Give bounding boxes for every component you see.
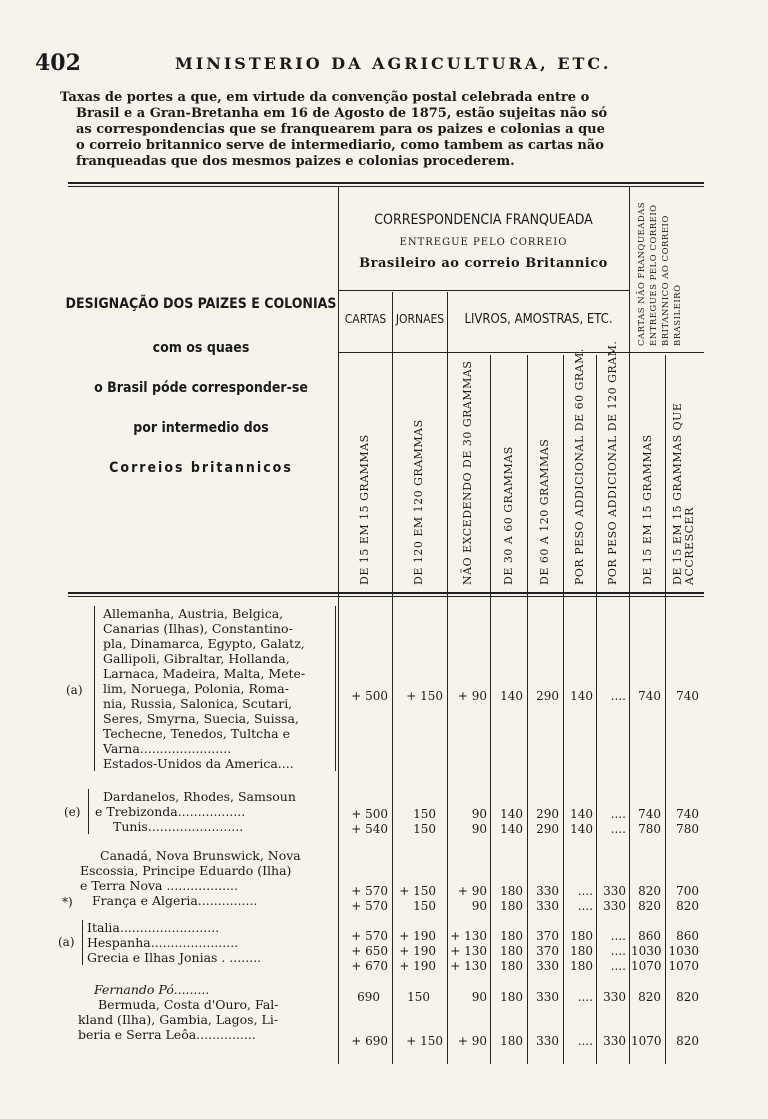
col-header: POR PESO ADDICIONAL DE 60 GRAM.	[573, 348, 586, 585]
rate-cell: + 540	[351, 822, 388, 836]
rate-cell: 690	[357, 990, 380, 1004]
rate-cell: 820	[676, 990, 699, 1004]
country-list	[94, 606, 336, 771]
rate-cell: 780	[638, 822, 661, 836]
country-line: Allemanha, Austria, Belgica,	[103, 606, 284, 621]
rate-cell: + 690	[351, 1034, 388, 1048]
rate-cell: ....	[577, 884, 593, 898]
rate-cell: + 150	[399, 884, 436, 898]
country-line: nia, Russia, Salonica, Scutari,	[103, 696, 293, 711]
group-header-franqueada-sub2: Brasileiro ao correio Britannico	[359, 256, 608, 271]
col-divider	[447, 292, 448, 1064]
rate-cell: + 500	[351, 689, 388, 703]
rate-cell: ....	[610, 822, 626, 836]
country-line: Canadá, Nova Brunswick, Nova	[100, 848, 301, 863]
rate-cell: 180	[500, 884, 523, 898]
rate-cell: 700	[676, 884, 699, 898]
country-line: Seres, Smyrna, Suecia, Suissa,	[103, 711, 299, 726]
col-header: DE 15 EM 15 GRAMMAS QUE ACCRESCER	[671, 402, 696, 585]
group-header-franqueada-sub: ENTREGUE PELO CORREIO	[399, 237, 568, 248]
col-header: DE 30 A 60 GRAMMAS	[502, 446, 515, 585]
rate-cell: 90	[471, 899, 487, 913]
header-bottom-rule	[68, 592, 704, 597]
running-title: MINISTERIO DA AGRICULTURA, ETC.	[175, 54, 612, 73]
rate-cell: ....	[610, 959, 626, 973]
rate-cell: 90	[471, 822, 487, 836]
subheader-jornaes: JORNAES	[395, 312, 445, 326]
rate-cell: 330	[603, 1034, 626, 1048]
col-header: DE 120 EM 120 GRAMMAS	[412, 419, 425, 585]
country-line: Dardanelos, Rhodes, Samsoun	[103, 789, 296, 804]
intro-paragraph	[60, 90, 708, 170]
rate-cell: 1070	[631, 959, 662, 973]
col-header: DE 15 EM 15 GRAMMAS	[358, 434, 371, 585]
rate-cell: + 90	[457, 1034, 487, 1048]
rate-cell: 330	[603, 899, 626, 913]
rate-cell: + 190	[399, 959, 436, 973]
intro-line: Taxas de portes a que, em virtude da convenção postal celebrada entre o	[60, 90, 590, 105]
rate-cell: 180	[570, 929, 593, 943]
col-divider	[490, 355, 491, 1064]
country-line: Varna.......................	[103, 741, 232, 756]
country-line: Larnaca, Madeira, Malta, Mete-	[103, 666, 306, 681]
country-line: e Trebizonda.................	[95, 804, 246, 819]
rate-cell: 290	[536, 807, 559, 821]
rate-cell: 330	[603, 884, 626, 898]
rate-cell: 820	[638, 990, 661, 1004]
rate-cell: ....	[610, 807, 626, 821]
rate-cell: 290	[536, 822, 559, 836]
rate-cell: 180	[570, 959, 593, 973]
rate-cell: 330	[536, 959, 559, 973]
country-line: Bermuda, Costa d'Ouro, Fal-	[98, 997, 279, 1012]
rate-cell: 330	[536, 884, 559, 898]
rate-cell: + 570	[351, 899, 388, 913]
col-divider	[563, 355, 564, 1064]
group-mark: (e)	[64, 805, 81, 819]
rate-cell: + 130	[450, 959, 487, 973]
rate-cell: 90	[471, 807, 487, 821]
rate-cell: 330	[603, 990, 626, 1004]
group-header-franqueada: CORRESPONDENCIA FRANQUEADA	[374, 212, 593, 228]
rate-cell: 180	[500, 990, 523, 1004]
rate-cell: 90	[471, 990, 487, 1004]
country-line: kland (Ilha), Gambia, Lagos, Li-	[78, 1012, 279, 1027]
rate-cell: + 130	[450, 944, 487, 958]
subheader-livros: LIVROS, AMOSTRAS, ETC.	[464, 312, 613, 327]
rate-cell: + 570	[351, 884, 388, 898]
rate-cell: 140	[570, 822, 593, 836]
col-divider	[629, 186, 630, 1064]
country-line: e Terra Nova ..................	[80, 878, 238, 893]
rate-cell: 740	[676, 689, 699, 703]
rate-cell: 820	[676, 1034, 699, 1048]
rate-cell: 180	[500, 959, 523, 973]
header-rule	[338, 352, 704, 353]
col-header: NÃO EXCEDENDO DE 30 GRAMMAS	[461, 360, 474, 585]
country-list	[78, 982, 332, 1042]
group-header-nao-franqueadas	[632, 188, 704, 348]
rate-cell: 1070	[631, 1034, 662, 1048]
rate-cell: 1030	[631, 944, 662, 958]
intro-line: Brasil e a Gran-Bretanha em 16 de Agosto de 1875, estão sujeitas não só	[76, 106, 608, 121]
rate-cell: 180	[500, 1034, 523, 1048]
rate-cell: ....	[610, 944, 626, 958]
rate-cell: 330	[536, 990, 559, 1004]
country-line: Tunis........................	[113, 819, 244, 834]
designation-header-line: Correios britannicos	[109, 460, 293, 476]
rate-cell: 860	[676, 929, 699, 943]
rate-cell: + 500	[351, 807, 388, 821]
rate-cell: 370	[536, 929, 559, 943]
header-rule	[338, 290, 629, 291]
rate-cell: 150	[407, 990, 430, 1004]
country-line: Estados-Unidos da America....	[103, 756, 294, 771]
rate-cell: 820	[638, 884, 661, 898]
page-number: 402	[35, 50, 81, 76]
country-line: Grecia e Ilhas Jonias . ........	[87, 950, 262, 965]
country-line: beria e Serra Leôa...............	[78, 1027, 256, 1042]
country-line: Techecne, Tenedos, Tultcha e	[103, 726, 290, 741]
rate-cell: 1030	[668, 944, 699, 958]
rate-cell: + 90	[457, 884, 487, 898]
rate-cell: 290	[536, 689, 559, 703]
group-mark: (a)	[66, 683, 83, 697]
col-divider	[665, 355, 666, 1064]
rate-cell: ....	[610, 689, 626, 703]
country-line: França e Algeria...............	[92, 893, 258, 908]
rate-cell: + 670	[351, 959, 388, 973]
rate-cell: 140	[500, 689, 523, 703]
col-divider	[596, 355, 597, 1064]
rate-cell: 180	[500, 944, 523, 958]
rate-cell: + 90	[457, 689, 487, 703]
country-line: Hespanha......................	[87, 935, 239, 950]
country-list	[88, 789, 335, 834]
country-list	[80, 848, 334, 908]
rate-cell: 150	[413, 822, 436, 836]
rate-cell: + 130	[450, 929, 487, 943]
rate-cell: 180	[500, 929, 523, 943]
rate-cell: 150	[413, 807, 436, 821]
rate-cell: 740	[638, 689, 661, 703]
col-header: DE 60 A 120 GRAMMAS	[538, 438, 551, 585]
rate-cell: 860	[638, 929, 661, 943]
country-line: pla, Dinamarca, Egypto, Galatz,	[103, 636, 305, 651]
rate-cell: ....	[577, 990, 593, 1004]
col-divider	[527, 355, 528, 1064]
rate-cell: 330	[536, 899, 559, 913]
rate-cell: 370	[536, 944, 559, 958]
rate-cell: + 190	[399, 944, 436, 958]
rate-cell: 1070	[668, 959, 699, 973]
country-line: Gallipoli, Gibraltar, Hollanda,	[103, 651, 290, 666]
rate-cell: + 150	[406, 1034, 443, 1048]
country-line: Fernando Pó.........	[94, 982, 210, 997]
group-mark: (a)	[58, 935, 75, 949]
rate-cell: 820	[676, 899, 699, 913]
col-divider	[392, 292, 393, 1064]
subheader-cartas: CARTAS	[344, 312, 387, 326]
designation-header-line: DESIGNAÇÃO DOS PAIZES E COLONIAS	[65, 296, 337, 312]
rate-cell: 180	[500, 899, 523, 913]
country-line: Canarias (Ilhas), Constantino-	[103, 621, 293, 636]
rate-cell: 180	[570, 944, 593, 958]
rate-cell: 140	[570, 689, 593, 703]
group-header-nao-franqueadas-text: CARTAS NÃO FRANQUEADAS ENTREGUES PELO CORREIO BRITANNICO AO CORREIO BRASILEIRO	[637, 201, 683, 346]
rate-cell: 140	[570, 807, 593, 821]
designation-header-line: por intermedio dos	[133, 420, 269, 436]
country-list	[82, 920, 335, 965]
rate-cell: + 190	[399, 929, 436, 943]
col-header: DE 15 EM 15 GRAMMAS	[641, 434, 654, 585]
country-line: lim, Noruega, Polonia, Roma-	[103, 681, 289, 696]
country-line: Italia.........................	[87, 920, 220, 935]
rate-cell: 820	[638, 899, 661, 913]
rate-cell: 740	[638, 807, 661, 821]
rate-cell: + 570	[351, 929, 388, 943]
rate-cell: 140	[500, 822, 523, 836]
table-top-rule	[68, 182, 704, 187]
rate-cell: ....	[577, 1034, 593, 1048]
rate-cell: 150	[413, 899, 436, 913]
rate-cell: 740	[676, 807, 699, 821]
country-line: Escossia, Principe Eduardo (Ilha)	[80, 863, 292, 878]
rate-cell: ....	[610, 929, 626, 943]
rate-cell: + 650	[351, 944, 388, 958]
intro-line: as correspondencias que se franquearem para os paizes e colonias a que	[76, 122, 605, 137]
designation-header-line: o Brasil póde corresponder-se	[94, 380, 308, 396]
rate-cell: 330	[536, 1034, 559, 1048]
intro-line: franqueadas que dos mesmos paizes e colonias procederem.	[76, 154, 515, 169]
rate-cell: 140	[500, 807, 523, 821]
rate-cell: ....	[577, 899, 593, 913]
rate-cell: + 150	[406, 689, 443, 703]
designation-header-line: com os quaes	[152, 340, 250, 356]
group-mark: *)	[62, 895, 73, 909]
intro-line: o correio britannico serve de intermediario, como tambem as cartas não	[76, 138, 604, 153]
col-header: POR PESO ADDICIONAL DE 120 GRAM.	[606, 340, 619, 585]
rate-cell: 780	[676, 822, 699, 836]
